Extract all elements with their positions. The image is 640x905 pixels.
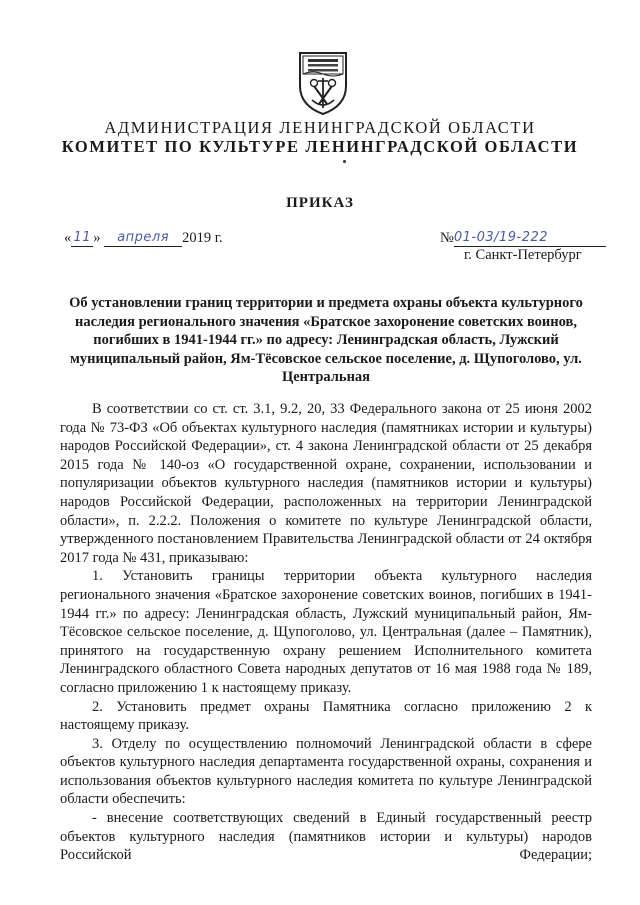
body-paragraph-3: 2. Установить предмет охраны Памятника согласно приложению 2 к настоящему приказу. bbox=[60, 698, 592, 734]
date-day-field bbox=[71, 229, 93, 247]
document-date bbox=[64, 229, 223, 247]
date-month: апреля bbox=[117, 230, 170, 245]
stray-dot bbox=[343, 160, 346, 163]
body-paragraph-1: В соответствии со ст. ст. 3.1, 9.2, 20, 33 Федерального закона от 25 июня 2002 года № 73-ФЗ «Об объектах культурного наследия (памятниках истории и культуры) народов Российской Федерации», ст. 4 закона Ленинградской области от 25 декабря 2015 года № 140-оз «О государственной охране, сохранении, использовании и популяризации объектов культурного наследия (памятников истории и культуры) народов Российской Федерации, расположенных на территории Ленинградской области», п. 2.2.2. Положения о комитете по культуре Ленинградской области, утвержденного постановлением Правительства Ленинградской области от 24 октября 2017 года № 431, приказываю: bbox=[60, 401, 592, 566]
document-city: г. Санкт-Петербург bbox=[464, 247, 582, 263]
number-prefix: № bbox=[440, 230, 454, 246]
date-month-field bbox=[104, 229, 182, 247]
body-paragraph-2: 1. Установить границы территории объекта культурного наследия регионального значения «Братское захоронение советских воинов, погибших в 1941-1944 гг.» по адресу: Ленинградская область, Лужский муниципальный район, Ям-Тёсовское сельское поселение, д. Щупоголово, ул. Центральная (далее – Памятник), принятого на государственную охрану решением Исполнительного комитета Ленинградского областного Совета народных депутатов от 16 мая 1988 года № 189, согласно приложению 1 к настоящему приказу. bbox=[60, 568, 592, 696]
document-type: ПРИКАЗ bbox=[286, 195, 354, 211]
committee-name: КОМИТЕТ ПО КУЛЬТУРЕ ЛЕНИНГРАДСКОЙ ОБЛАСТИ bbox=[61, 137, 579, 156]
number-value: 01-03/19-222 bbox=[453, 230, 549, 245]
date-mid-quote: » bbox=[93, 230, 101, 246]
date-year: 2019 г. bbox=[182, 230, 223, 246]
document-subject: Об установлении границ территории и предмета охраны объекта культурного наследия регионального значения «Братское захоронение советских воинов, погибших в 1941-1944 гг.» по адресу: Ленинградская область, Лужский муниципальный район, Ям-Тёсовское сельское поселение, д. Щупоголово, ул. Центральная bbox=[69, 295, 583, 385]
body-paragraph-4: 3. Отделу по осуществлению полномочий Ленинградской области в сфере объектов культурного наследия департамента государственной охраны, сохранения и использования объектов культурного наследия комитета по культуре Ленинградской области обеспечить: bbox=[60, 735, 592, 808]
document-body bbox=[60, 400, 592, 865]
organization-name: АДМИНИСТРАЦИЯ ЛЕНИНГРАДСКОЙ ОБЛАСТИ bbox=[104, 118, 536, 137]
body-paragraph-5: - внесение соответствующих сведений в Единый государственный реестр объектов культурного наследия (памятников истории и культуры) народов Российской Федерации; bbox=[60, 810, 592, 864]
document-number bbox=[440, 229, 606, 247]
date-open-quote: « bbox=[64, 230, 72, 246]
coat-of-arms-icon bbox=[297, 50, 349, 116]
date-day: 11 bbox=[73, 230, 92, 245]
number-field bbox=[454, 229, 606, 247]
